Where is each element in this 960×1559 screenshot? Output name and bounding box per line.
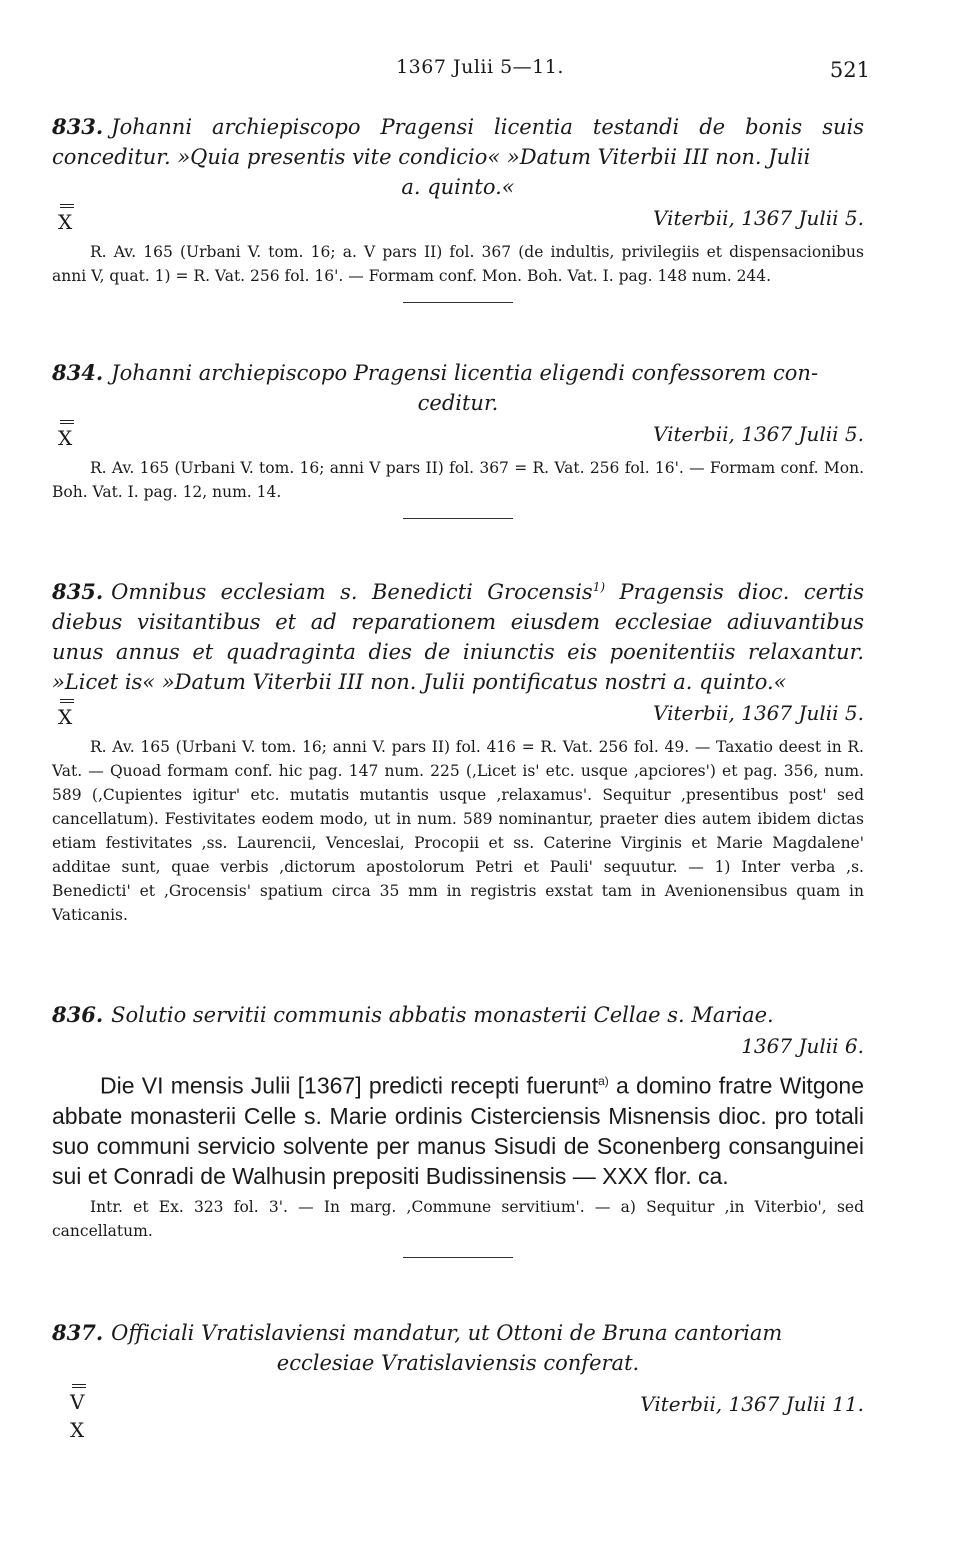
entry-title [52,358,864,388]
entry-title-tail: ecclesiae Vratislaviensis conferat. [276,1351,640,1375]
footnote-marker: a) [598,1074,609,1088]
entry-title-text: Officiali Vratislaviensi mandatur, ut Ottoni de Bruna cantoriam [111,1321,783,1345]
signature-row [52,699,864,731]
entry-notes: Intr. et Ex. 323 fol. 3'. — In marg. ,Commune servitium'. — a) Sequitur ,in Viterbio', sed cancellatum. [52,1197,864,1240]
entry-number: 833. [52,114,104,139]
place-date: Viterbii, 1367 Julii 5. [652,701,864,725]
entry-title-text: Johanni archiepiscopo Pragensi licentia eligendi confessorem con- [111,361,819,385]
signature-mark: X [58,204,74,234]
entry-number: 836. [52,1002,104,1027]
entry-number: 837. [52,1320,104,1345]
entry-837 [52,1318,864,1442]
entry-title-text: Omnibus ecclesiam s. Benedicti Grocensis [111,580,593,604]
entry-body: Die VI mensis Julii [1367] predicti recepti fuerunt$^{a)}$ a domino fratre Witgone abbate monasterii Celle s. Marie ordinis Cisterciensis Misnensis dioc. pro totali suo communi servicio solvente per manus Sisudi de Sconenberg consanguinei sui et Conradi de Walhusin prepositi Budissinensis — XXX flor. ca. [52,1072,864,1189]
entry-title [52,112,864,172]
signature-mark: X [58,699,74,729]
entry-title [52,1318,864,1348]
separator-rule [403,302,513,303]
entry-notes: R. Av. 165 (Urbani V. tom. 16; anni V pars II) fol. 367 = R. Vat. 256 fol. 16'. — Formam conf. Mon. Boh. Vat. I. pag. 12, num. 14. [52,459,864,501]
signature-mark: X [58,420,74,450]
page-number: 521 [829,58,870,82]
entry-title-tail: a. quinto.« [401,175,515,199]
entry-835 [52,572,864,927]
separator-rule [403,518,513,519]
entry-title-tail: ceditur. [417,391,499,415]
entry-833 [52,112,864,303]
signature-row [52,204,864,236]
entry-notes: R. Av. 165 (Urbani V. tom. 16; a. V pars II) fol. 367 (de indultis, privilegiis et dispensacionibus anni V, quat. 1) = R. Vat. 256 fol. 16'. — Formam conf. Mon. Boh. Vat. I. pag. 148 num. 244. [52,243,864,285]
entry-number: 834. [52,360,104,385]
entry-836 [52,1000,864,1258]
entry-title-text: Johanni archiepiscopo Pragensi licentia testandi de bonis suis conceditur. »Quia presentis vite condicio« »Datum Viterbii III non. Julii [52,115,864,169]
footnote-marker: 1) [592,580,606,594]
entry-date: 1367 Julii 6. [741,1034,864,1058]
entry-number: 835. [52,579,104,604]
separator-rule [403,1257,513,1258]
entry-834 [52,358,864,519]
entry-title-rest: Pragensis dioc. certis diebus visitantibus et ad reparationem eiusdem ecclesiae adiuvantibus unus annus et quadraginta dies de iniunctis eis poenitentiis relaxantur. »Licet is« »Datum Viterbii III non. Julii pontificatus nostri a. quinto.« [52,580,864,694]
signature-row [52,420,864,452]
entry-notes: R. Av. 165 (Urbani V. tom. 16; anni V. pars II) fol. 416 = R. Vat. 256 fol. 49. — Taxatio deest in R. Vat. — Quoad formam conf. hic pag. 147 num. 225 (,Licet is' etc. usque ,apciores') et pag. 356, num. 589 (,Cupientes igitur' etc. mutatis mutantis usque ,relaxamus'. Sequitur ,presentibus post' sed cancellatum). Festivitates eodem modo, ut in num. 589 nominantur, praeter dies autem ibidem dictas etiam festivitates ,ss. Laurencii, Venceslai, Procopii et ss. Caterine Virginis et Marie Magdalene' additae sunt, quae verbis ,dictorum apostolorum Petri et Pauli' sequutur. — 1) Inter verba ,s. Benedicti' et ,Grocensis' spatium circa 35 mm in registris exstat tam in Avenionensibus quam in Vaticanis. [52,738,864,924]
place-date: Viterbii, 1367 Julii 5. [652,206,864,230]
entry-title-text: Solutio servitii communis abbatis monasterii Cellae s. Mariae. [111,1003,774,1027]
entry-title [52,1000,864,1030]
place-date: Viterbii, 1367 Julii 11. [640,1392,864,1416]
place-date: Viterbii, 1367 Julii 5. [652,422,864,446]
running-head: 1367 Julii 5—11. [396,56,564,78]
signature-mark: V X [70,1382,86,1444]
entry-title [52,572,864,697]
